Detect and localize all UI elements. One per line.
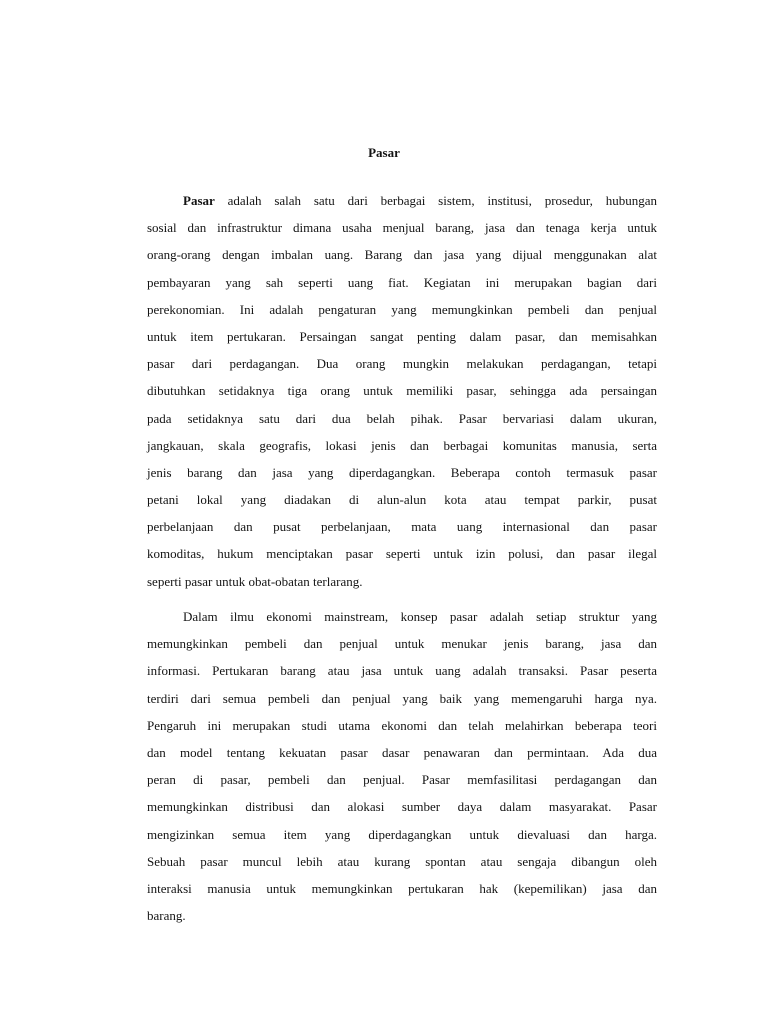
paragraph-line: petani lokal yang diadakan di alun-alun kota atau tempat parkir, pusat xyxy=(147,492,657,508)
paragraph-line: informasi. Pertukaran barang atau jasa untuk uang adalah transaksi. Pasar peserta xyxy=(147,663,657,679)
paragraph-line: terdiri dari semua pembeli dan penjual yang baik yang memengaruhi harga nya. xyxy=(147,690,657,706)
paragraph-line: memungkinkan pembeli dan penjual untuk menukar jenis barang, jasa dan xyxy=(147,636,657,652)
paragraph-line: untuk item pertukaran. Persaingan sangat penting dalam pasar, dan memisahkan xyxy=(147,328,657,344)
paragraph-line: memungkinkan distribusi dan alokasi sumber daya dalam masyarakat. Pasar xyxy=(147,799,657,815)
page-title: Pasar xyxy=(368,145,400,160)
paragraph-line xyxy=(147,187,657,214)
paragraph-line: peran di pasar, pembeli dan penjual. Pasar memfasilitasi perdagangan dan xyxy=(147,772,657,788)
paragraph-line: pasar dari perdagangan. Dua orang mungkin melakukan perdagangan, tetapi xyxy=(147,356,657,372)
paragraph-line: perekonomian. Ini adalah pengaturan yang memungkinkan pembeli dan penjual xyxy=(147,301,657,317)
paragraph-line: perbelanjaan dan pusat perbelanjaan, mata uang internasional dan pasar xyxy=(147,519,657,535)
paragraph-line: dibutuhkan setidaknya tiga orang untuk memiliki pasar, sehingga ada persaingan xyxy=(147,383,657,399)
paragraph-line: Pengaruh ini merupakan studi utama ekonomi dan telah melahirkan beberapa teori xyxy=(147,717,657,733)
paragraph-line: jenis barang dan jasa yang diperdagangkan. Beberapa contoh termasuk pasar xyxy=(147,464,657,480)
paragraph-line: seperti pasar untuk obat-obatan terlarang. xyxy=(147,573,363,589)
paragraph-line: komoditas, hukum menciptakan pasar seperti untuk izin polusi, dan pasar ilegal xyxy=(147,546,657,562)
paragraph-line: Dalam ilmu ekonomi mainstream, konsep pasar adalah setiap struktur yang xyxy=(183,609,657,624)
paragraph-line: interaksi manusia untuk memungkinkan pertukaran hak (kepemilikan) jasa dan xyxy=(147,880,657,896)
paragraph-line: barang. xyxy=(147,908,186,924)
paragraph-line: Sebuah pasar muncul lebih atau kurang spontan atau sengaja dibangun oleh xyxy=(147,853,657,869)
paragraph-line: jangkauan, skala geografis, lokasi jenis dan berbagai komunitas manusia, serta xyxy=(147,437,657,453)
paragraph-1 xyxy=(147,187,657,595)
paragraph-line: dan model tentang kekuatan pasar dasar penawaran dan permintaan. Ada dua xyxy=(147,744,657,760)
line-text: adalah salah satu dari berbagai sistem, institusi, prosedur, hubungan xyxy=(214,193,657,208)
paragraph-line: pada setidaknya satu dari dua belah pihak. Pasar bervariasi dalam ukuran, xyxy=(147,410,657,426)
paragraph-line: orang-orang dengan imbalan uang. Barang dan jasa yang dijual menggunakan alat xyxy=(147,247,657,263)
bold-term: Pasar xyxy=(183,193,215,208)
paragraph-line: pembayaran yang sah seperti uang fiat. Kegiatan ini merupakan bagian dari xyxy=(147,274,657,290)
paragraph-line: sosial dan infrastruktur dimana usaha menjual barang, jasa dan tenaga kerja untuk xyxy=(147,220,657,236)
paragraph-2 xyxy=(147,603,657,929)
paragraph-line: mengizinkan semua item yang diperdagangkan untuk dievaluasi dan harga. xyxy=(147,826,657,842)
